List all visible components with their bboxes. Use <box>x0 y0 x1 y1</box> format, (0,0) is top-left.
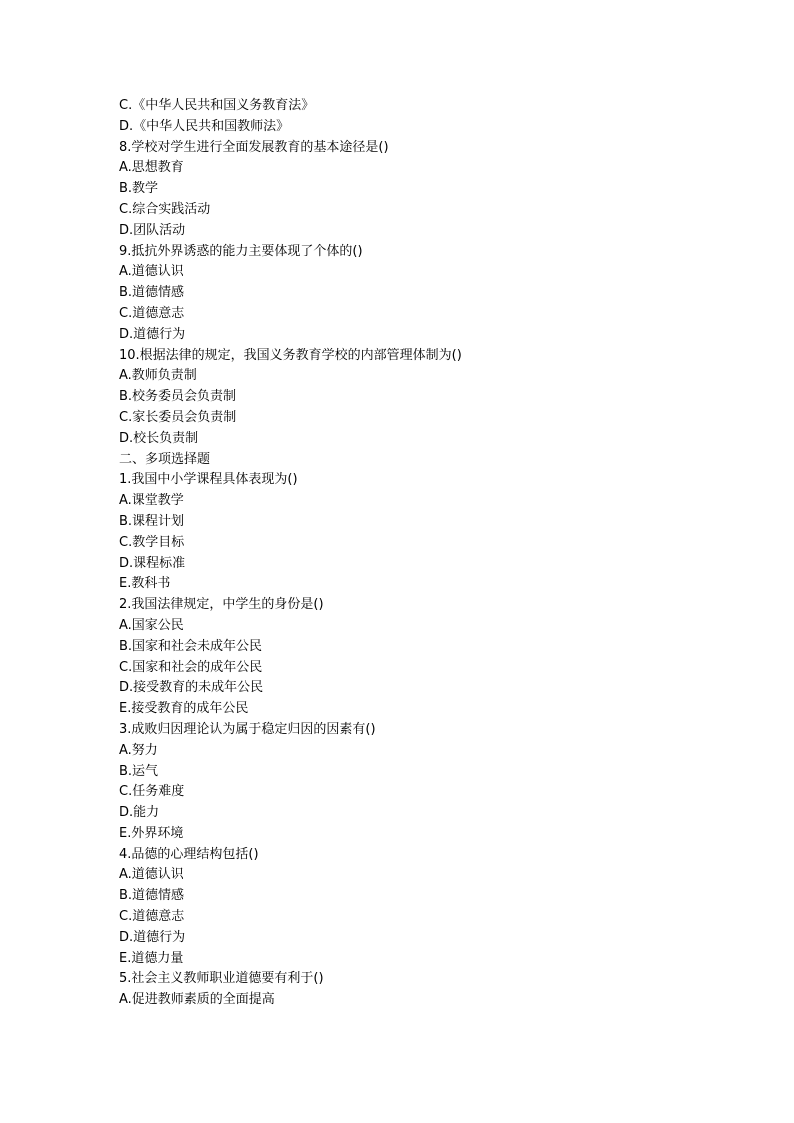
section-heading: 二、多项选择题 <box>119 451 211 467</box>
option-text: C.道德意志 <box>119 305 185 321</box>
question-text: 10.根据法律的规定，我国义务教育学校的内部管理体制为() <box>119 347 462 363</box>
option-text: B.校务委员会负责制 <box>119 389 237 405</box>
option-text: A.努力 <box>119 742 158 758</box>
option-text: B.教学 <box>119 181 159 197</box>
option-text: A.促进教师素质的全面提高 <box>119 992 275 1008</box>
option-text: C.任务难度 <box>119 784 185 800</box>
option-text: B.道德情感 <box>119 285 185 301</box>
question-text: 2.我国法律规定，中学生的身份是() <box>119 597 324 613</box>
document-text <box>119 96 719 1011</box>
question-text: 3.成败归因理论认为属于稳定归因的因素有() <box>119 721 376 737</box>
option-text: D.校长负责制 <box>119 430 199 446</box>
option-text: D.道德行为 <box>119 929 186 945</box>
option-text: C.综合实践活动 <box>119 201 211 217</box>
option-text: A.道德认识 <box>119 264 184 280</box>
question-text: 9.抵抗外界诱惑的能力主要体现了个体的() <box>119 243 363 259</box>
option-text: D.道德行为 <box>119 326 186 342</box>
text-line: D.《中华人民共和国教师法》 <box>119 118 290 134</box>
option-text: D.接受教育的未成年公民 <box>119 680 264 696</box>
option-text: C.国家和社会的成年公民 <box>119 659 263 675</box>
option-text: B.课程计划 <box>119 513 185 529</box>
option-text: A.课堂教学 <box>119 493 184 509</box>
option-text: C.道德意志 <box>119 909 185 925</box>
option-text: B.道德情感 <box>119 888 185 904</box>
text-line: C.《中华人民共和国义务教育法》 <box>119 98 315 113</box>
option-text: B.运气 <box>119 763 159 779</box>
option-text: D.能力 <box>119 805 160 821</box>
question-text: 5.社会主义教师职业道德要有利于() <box>119 971 324 987</box>
option-text: E.外界环境 <box>119 825 184 841</box>
option-text: A.国家公民 <box>119 617 184 633</box>
option-text: E.教科书 <box>119 576 171 592</box>
option-text: A.思想教育 <box>119 160 184 176</box>
option-text: C.家长委员会负责制 <box>119 409 237 425</box>
question-text: 1.我国中小学课程具体表现为() <box>119 472 298 488</box>
option-text: E.接受教育的成年公民 <box>119 701 249 717</box>
option-text: D.团队活动 <box>119 222 186 238</box>
option-text: B.国家和社会未成年公民 <box>119 638 263 654</box>
option-text: A.教师负责制 <box>119 368 197 384</box>
option-text: A.道德认识 <box>119 867 184 883</box>
option-text: E.道德力量 <box>119 950 184 966</box>
question-text: 8.学校对学生进行全面发展教育的基本途径是() <box>119 139 389 155</box>
question-text: 4.品德的心理结构包括() <box>119 846 259 862</box>
option-text: C.教学目标 <box>119 534 185 550</box>
option-text: D.课程标准 <box>119 555 186 571</box>
